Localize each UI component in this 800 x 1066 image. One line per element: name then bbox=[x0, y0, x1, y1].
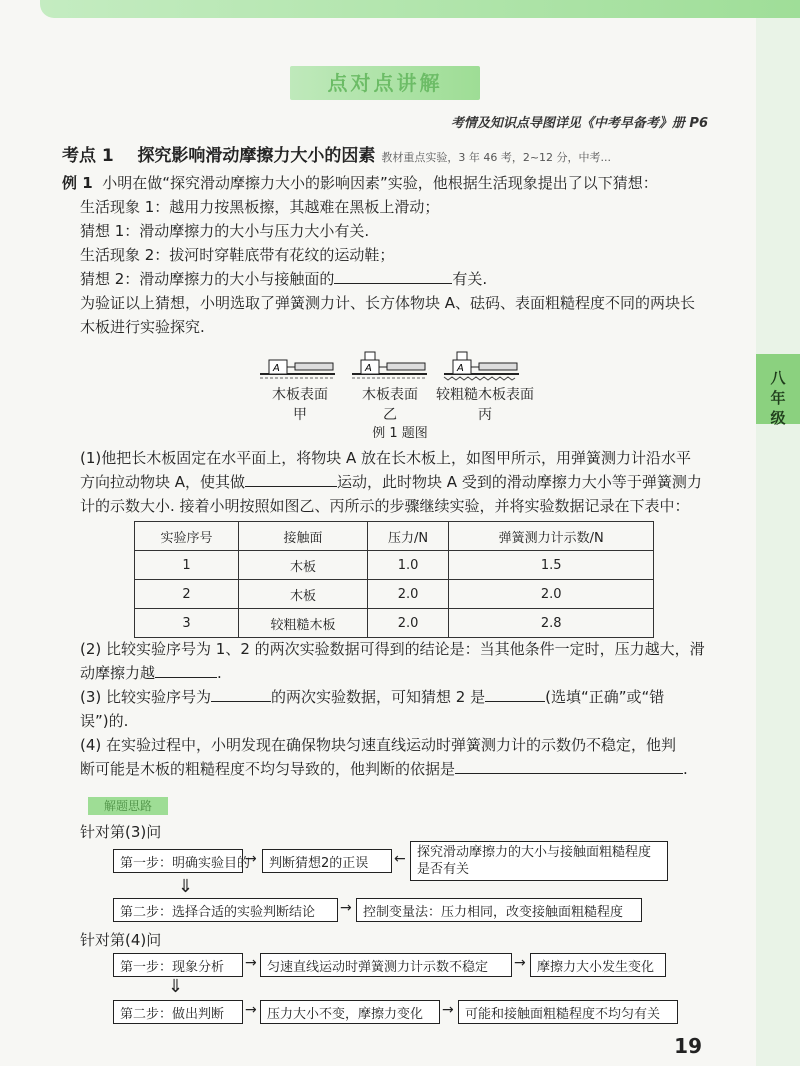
flow4-pressure-box: 压力大小不变，摩擦力变化 bbox=[260, 1000, 440, 1024]
right-margin-strip bbox=[756, 18, 800, 1066]
q1-line-2-suffix: 运动，此时物块 A 受到的滑动摩擦力大小等于弹簧测力 bbox=[337, 473, 702, 491]
q3-line-1 bbox=[80, 685, 664, 709]
q2-line-2 bbox=[80, 661, 222, 685]
svg-text:A: A bbox=[365, 363, 372, 374]
verify-line-1: 为验证以上猜想，小明选取了弹簧测力计、长方体物块 A、砝码、表面粗糙程度不同的两块长 bbox=[80, 294, 696, 312]
solution-tips-label: 解题思路 bbox=[88, 797, 168, 815]
q4-line-2 bbox=[80, 757, 688, 781]
kaodian-title: 探究影响滑动摩擦力大小的因素 bbox=[137, 146, 376, 166]
q3-correct-blank[interactable] bbox=[485, 685, 545, 702]
flow3-purpose-box bbox=[410, 841, 668, 881]
example-label: 例 1 bbox=[62, 174, 93, 192]
flow3-step2-box: 第二步：选择合适的实验判断结论 bbox=[113, 898, 338, 922]
figure-caption: 例 1 题图 bbox=[372, 426, 428, 441]
arrow-down-icon: ⇓ bbox=[178, 876, 194, 897]
arrow-right-icon: → bbox=[442, 1002, 454, 1018]
guess-2-line bbox=[80, 267, 487, 291]
table-header-cell: 接触面 bbox=[239, 522, 368, 551]
grade-side-tab bbox=[756, 354, 800, 427]
reference-note: 考情及知识点导图详见《中考早备考》册 P6 bbox=[450, 116, 708, 131]
q4-basis-blank[interactable] bbox=[455, 757, 683, 774]
example-intro: 小明在做“探究滑动摩擦力大小的影响因素”实验，他根据生活现象提出了以下猜想： bbox=[102, 174, 658, 192]
flow4-step1-box: 第一步：现象分析 bbox=[113, 953, 243, 977]
arrow-down-icon: ⇓ bbox=[168, 976, 184, 997]
table-header-cell: 压力/N bbox=[367, 522, 449, 551]
q3-part-a: (3) 比较实验序号为 bbox=[80, 688, 212, 706]
kaodian-note: 教材重点实验，3 年 46 考，2~12 分，中考... bbox=[381, 151, 612, 164]
table-cell: 1 bbox=[135, 551, 239, 580]
section-banner: 点对点讲解 bbox=[290, 66, 480, 100]
flow4-result-box: 摩擦力大小发生变化 bbox=[530, 953, 666, 977]
svg-text:A: A bbox=[457, 363, 464, 374]
table-cell: 1.5 bbox=[449, 551, 654, 580]
guess-1: 猜想 1：滑动摩擦力的大小与压力大小有关. bbox=[80, 222, 370, 240]
table-header-cell: 弹簧测力计示数/N bbox=[449, 522, 654, 551]
flow4-possible-box: 可能和接触面粗糙程度不均匀有关 bbox=[458, 1000, 678, 1024]
q1-line-3: 计的示数大小. 接着小明按照如图乙、丙所示的步骤继续实验，并将实验数据记录在下表中： bbox=[80, 497, 690, 515]
table-cell: 2 bbox=[135, 580, 239, 609]
data-table bbox=[134, 521, 654, 638]
arrow-right-icon: → bbox=[340, 900, 352, 916]
arrow-right-icon: → bbox=[245, 851, 257, 867]
table-cell: 2.0 bbox=[367, 609, 449, 638]
figure-yi-apparatus bbox=[352, 352, 427, 378]
svg-text:A: A bbox=[273, 363, 280, 374]
q1-line-2-prefix: 方向拉动物块 A，使其做 bbox=[80, 473, 246, 491]
q4-line-2-suffix: . bbox=[683, 760, 688, 778]
table-cell: 木板 bbox=[239, 551, 368, 580]
flow4-step2-box: 第二步：做出判断 bbox=[113, 1000, 243, 1024]
page-number: 19 bbox=[674, 1034, 702, 1058]
life-phenomenon-2: 生活现象 2：拔河时穿鞋底带有花纹的运动鞋； bbox=[80, 246, 395, 264]
table-cell: 较粗糙木板 bbox=[239, 609, 368, 638]
guess-2-blank[interactable] bbox=[334, 267, 452, 284]
figure-bing-apparatus bbox=[444, 352, 519, 380]
top-color-bar bbox=[40, 0, 800, 18]
table-header-row bbox=[135, 522, 654, 551]
q2-line-2-prefix: 动摩擦力越 bbox=[80, 664, 156, 682]
q4-line-1: (4) 在实验过程中，小明发现在确保物块匀速直线运动时弹簧测力计的示数仍不稳定，他判 bbox=[80, 736, 677, 754]
figure-jia-caption bbox=[255, 384, 345, 424]
table-cell: 2.0 bbox=[449, 580, 654, 609]
q1-motion-blank[interactable] bbox=[245, 470, 337, 487]
arrow-left-icon: ← bbox=[394, 851, 406, 867]
flow3-control-box: 控制变量法：压力相同，改变接触面粗糙程度 bbox=[356, 898, 642, 922]
flow4-heading: 针对第(4)问 bbox=[80, 931, 162, 949]
table-row bbox=[135, 580, 654, 609]
figure-jia-label: 木板表面 bbox=[272, 387, 328, 403]
kaodian-heading bbox=[62, 141, 611, 166]
table-row bbox=[135, 551, 654, 580]
figure-bing-caption bbox=[425, 384, 545, 424]
arrow-right-icon: → bbox=[514, 955, 526, 971]
q3-serial-blank[interactable] bbox=[211, 685, 271, 702]
q1-line-2 bbox=[80, 470, 702, 494]
figure-bing-label: 较粗糙木板表面 bbox=[436, 387, 534, 403]
flow3-step1-box: 第一步：明确实验目的 bbox=[113, 849, 243, 873]
q2-line-1: (2) 比较实验序号为 1、2 的两次实验数据可得到的结论是：当其他条件一定时，压力越大，滑 bbox=[80, 640, 705, 658]
flow3-purpose-line-2: 是否有关 bbox=[417, 862, 470, 877]
figure-yi-caption bbox=[345, 384, 435, 424]
grade-tab-label: 八年级 bbox=[770, 369, 786, 427]
figure-jia-sub: 甲 bbox=[293, 407, 307, 423]
q2-blank[interactable] bbox=[155, 661, 217, 678]
q4-line-2-prefix: 断可能是木板的粗糙程度不均匀导致的，他判断的依据是 bbox=[80, 760, 456, 778]
q3-line-2: 误”)的. bbox=[80, 712, 129, 730]
flow4-observation-box: 匀速直线运动时弹簧测力计示数不稳定 bbox=[260, 953, 512, 977]
table-cell: 3 bbox=[135, 609, 239, 638]
figure-yi-sub: 乙 bbox=[383, 407, 397, 423]
figure-bing-sub: 丙 bbox=[478, 407, 492, 423]
figure-yi-label: 木板表面 bbox=[362, 387, 418, 403]
kaodian-label: 考点 1 bbox=[62, 146, 114, 166]
table-row bbox=[135, 609, 654, 638]
guess-2-prefix: 猜想 2：滑动摩擦力的大小与接触面的 bbox=[80, 270, 335, 288]
verify-line-2: 木板进行实验探究. bbox=[80, 318, 205, 336]
guess-2-suffix: 有关. bbox=[452, 270, 488, 288]
example-intro-line bbox=[62, 171, 658, 195]
table-cell: 木板 bbox=[239, 580, 368, 609]
flow3-judge-box: 判断猜想2的正误 bbox=[262, 849, 392, 873]
q1-line-1: (1)他把长木板固定在水平面上，将物块 A 放在长木板上，如图甲所示，用弹簧测力计沿水平 bbox=[80, 449, 692, 467]
arrow-right-icon: → bbox=[245, 955, 257, 971]
experiment-figure bbox=[255, 340, 525, 382]
life-phenomenon-1: 生活现象 1：越用力按黑板擦，其越难在黑板上滑动； bbox=[80, 198, 440, 216]
q3-part-c: (选填“正确”或“错 bbox=[545, 688, 665, 706]
table-cell: 2.0 bbox=[367, 580, 449, 609]
q3-part-b: 的两次实验数据，可知猜想 2 是 bbox=[271, 688, 486, 706]
flow3-heading: 针对第(3)问 bbox=[80, 823, 162, 841]
figure-jia-apparatus bbox=[260, 360, 335, 378]
table-header-cell: 实验序号 bbox=[135, 522, 239, 551]
table-cell: 2.8 bbox=[449, 609, 654, 638]
table-cell: 1.0 bbox=[367, 551, 449, 580]
flow3-purpose-line-1: 探究滑动摩擦力的大小与接触面粗糙程度 bbox=[417, 845, 652, 860]
q2-line-2-suffix: . bbox=[217, 664, 222, 682]
arrow-right-icon: → bbox=[245, 1002, 257, 1018]
